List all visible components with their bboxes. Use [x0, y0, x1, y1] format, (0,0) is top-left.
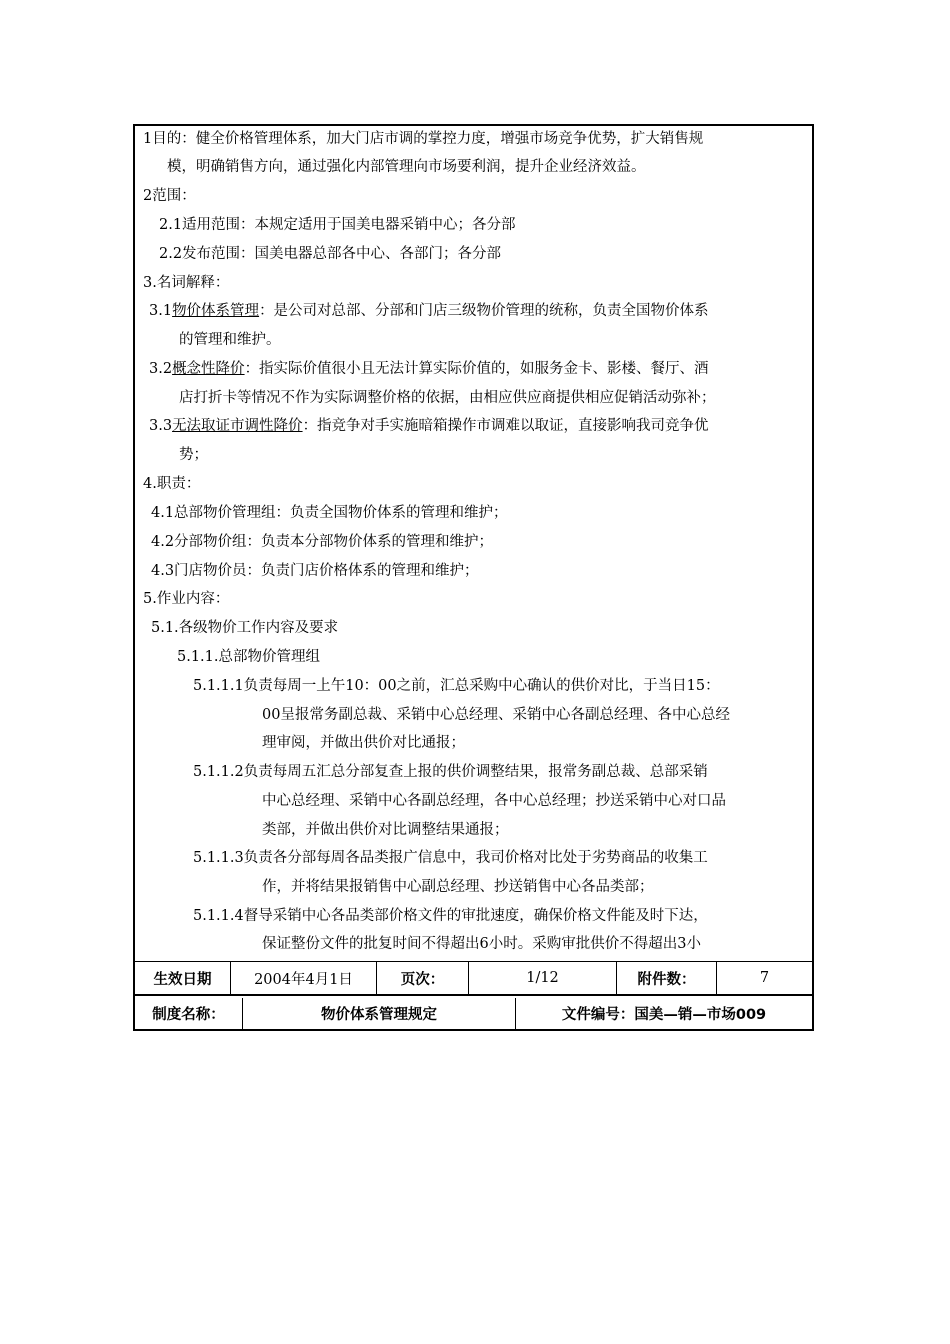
duties-heading: 4.职责：: [143, 476, 201, 492]
item-5-1-1-1-line-2: 00呈报常务副总裁、采销中心总经理、采销中心各副总经理、各中心总经: [262, 707, 730, 723]
page-label: 页次：: [377, 962, 469, 994]
term-1-definition: ：是公司对总部、分部和门店三级物价管理的统称，负责全国物价体系: [259, 303, 709, 319]
work-5-1-1-heading: 5.1.1.总部物价管理组: [177, 649, 321, 665]
scope-applicable: 2.1适用范围：本规定适用于国美电器采销中心；各分部: [159, 217, 516, 233]
document-body: [135, 126, 812, 962]
term-2-number: 3.2: [149, 361, 173, 377]
item-5-1-1-3-line-1: 5.1.1.3负责各分部每周各品类报广信息中，我司价格对比处于劣势商品的收集工: [193, 850, 708, 866]
term-3-number: 3.3: [149, 418, 173, 434]
page-value: 1/12: [469, 962, 617, 994]
footer-title-row: [135, 998, 812, 1029]
term-1-line-2: 的管理和维护。: [179, 332, 281, 348]
duty-2: 4.2分部物价组：负责本分部物价体系的管理和维护；: [151, 534, 494, 550]
term-1-number: 3.1: [149, 303, 173, 319]
document-frame: [133, 124, 814, 1031]
duty-1: 4.1总部物价管理组：负责全国物价体系的管理和维护；: [151, 505, 508, 521]
purpose-line-1: 1目的：健全价格管理体系，加大门店市调的掌控力度，增强市场竞争优势，扩大销售规: [143, 131, 704, 147]
item-5-1-1-1-line-3: 理审阅，并做出供价对比通报；: [262, 735, 465, 751]
term-2-definition: ：指实际价值很小且无法计算实际价值的，如服务金卡、影楼、餐厅、酒: [244, 361, 709, 377]
item-5-1-1-2-line-3: 类部，并做出供价对比调整结果通报；: [262, 822, 509, 838]
term-1-name: 物价体系管理: [172, 303, 260, 319]
scope-heading: 2范围：: [143, 188, 196, 204]
effective-date-value: 2004年4月1日: [231, 962, 377, 994]
item-5-1-1-3-line-2: 作，并将结果报销售中心副总经理、抄送销售中心各品类部；: [262, 879, 654, 895]
work-5-1-heading: 5.1.各级物价工作内容及要求: [151, 620, 339, 636]
work-heading: 5.作业内容：: [143, 591, 230, 607]
term-3-name: 无法取证市调性降价: [172, 418, 303, 434]
effective-date-label: 生效日期: [135, 962, 231, 994]
term-3-line-2: 势；: [179, 447, 208, 463]
item-5-1-1-2-line-1: 5.1.1.2负责每周五汇总分部复查上报的供价调整结果，报常务副总裁、总部采销: [193, 764, 708, 780]
duty-3: 4.3门店物价员：负责门店价格体系的管理和维护；: [151, 563, 479, 579]
attachments-label: 附件数：: [617, 962, 717, 994]
term-2-name: 概念性降价: [172, 361, 245, 377]
terms-heading: 3.名词解释：: [143, 275, 230, 291]
term-3-line-1: [149, 416, 709, 436]
footer-info-row: [135, 962, 812, 996]
purpose-line-2: 模，明确销售方向，通过强化内部管理向市场要利润，提升企业经济效益。: [167, 159, 646, 175]
item-5-1-1-1-line-1: 5.1.1.1负责每周一上午10：00之前，汇总采购中心确认的供价对比，于当日15：: [193, 678, 720, 694]
item-5-1-1-2-line-2: 中心总经理、采销中心各副总经理，各中心总经理；抄送采销中心对口品: [262, 793, 726, 809]
document-number: 文件编号：国美—销—市场009: [561, 1007, 767, 1023]
term-2-line-2: 店打折卡等情况不作为实际调整价格的依据，由相应供应商提供相应促销活动弥补；: [179, 390, 716, 406]
term-2-line-1: [149, 359, 709, 379]
term-3-definition: ：指竞争对手实施暗箱操作市调难以取证，直接影响我司竞争优: [302, 418, 709, 434]
item-5-1-1-4-line-1: 5.1.1.4督导采销中心各品类部价格文件的审批速度，确保价格文件能及时下达，: [193, 908, 708, 924]
policy-name-label: 制度名称：: [135, 998, 243, 1029]
item-5-1-1-4-line-2: 保证整份文件的批复时间不得超出6小时。采购审批供价不得超出3小: [262, 936, 701, 952]
attachments-value: 7: [759, 970, 770, 986]
term-1-line-1: [149, 301, 709, 321]
policy-name-value: 物价体系管理规定: [243, 998, 516, 1029]
scope-release: 2.2发布范围：国美电器总部各中心、各部门；各分部: [159, 246, 502, 262]
